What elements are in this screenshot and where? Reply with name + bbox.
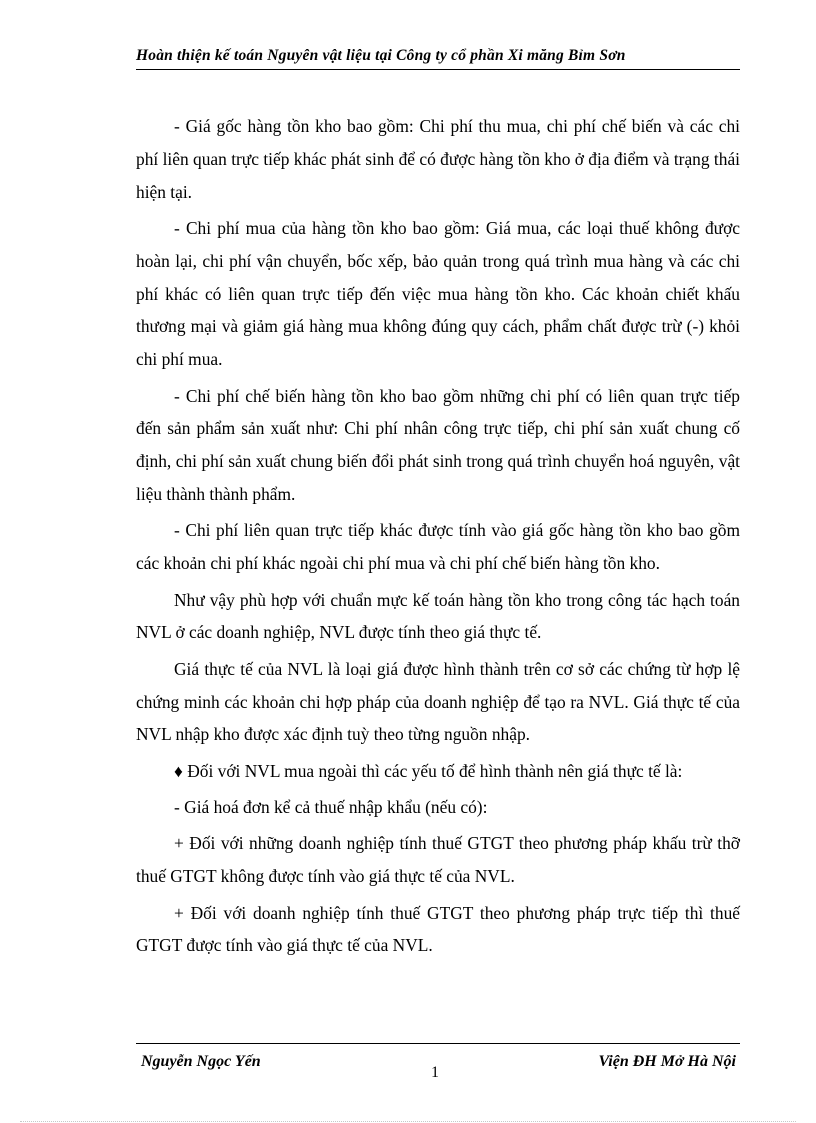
header-divider (136, 69, 740, 70)
document-body (136, 110, 740, 966)
paragraph-nvl-mua-ngoai: ♦ Đối với NVL mua ngoài thì các yếu tố để hình thành nên giá thực tế là: (174, 760, 683, 781)
paragraph-chi-phi-khac: - Chi phí liên quan trực tiếp khác được tính vào giá gốc hàng tồn kho bao gồm các khoản chi phí khác ngoài chi phí mua và chi phí chế biến hàng tồn kho. (136, 520, 740, 574)
paragraph-gia-thuc-te: Giá thực tế của NVL là loại giá được hình thành trên cơ sở các chứng từ hợp lệ chứng minh các khoản chi hợp pháp của doanh nghiệp để tạo ra NVL. Giá thực tế của NVL nhập kho được xác định tuỳ theo từng nguồn nhập. (136, 658, 740, 745)
page-number: 1 (431, 1064, 439, 1081)
page-bottom-edge (20, 1121, 796, 1122)
paragraph-gia-hoa-don: - Giá hoá đơn kể cả thuế nhập khẩu (nếu có): (174, 797, 488, 818)
paragraph-gia-goc: - Giá gốc hàng tồn kho bao gồm: Chi phí thu mua, chi phí chế biến và các chi phí liên quan trực tiếp khác phát sinh để có được hàng tồn kho ở địa điểm và trạng thái hiện tại. (136, 116, 740, 202)
footer-divider (136, 1043, 740, 1044)
paragraph-chi-phi-mua: - Chi phí mua của hàng tồn kho bao gồm: Giá mua, các loại thuế không được hoàn lại, chi phí vận chuyển, bốc xếp, bảo quản trong quá trình mua hàng và các chi phí khác có liên quan trực tiếp đến việc mua hàng tồn kho. Các khoản chiết khấu thương mại và giảm giá hàng mua không đúng quy cách, phẩm chất được trừ (-) khỏi chi phí mua. (136, 217, 740, 370)
paragraph-khau-tru: + Đối với những doanh nghiệp tính thuế GTGT theo phương pháp khấu trừ thỡ thuế GTGT không được tính vào giá thực tế của NVL. (136, 833, 740, 887)
page-header-title: Hoàn thiện kế toán Nguyên vật liệu tại Công ty cổ phần Xi măng Bỉm Sơn (136, 47, 626, 64)
paragraph-truc-tiep: + Đối với doanh nghiệp tính thuế GTGT theo phương pháp trực tiếp thì thuế GTGT được tính vào giá thực tế của NVL. (136, 902, 740, 956)
footer-author: Nguyễn Ngọc Yến (141, 1053, 261, 1070)
footer-institution: Viện ĐH Mở Hà Nội (598, 1053, 736, 1070)
paragraph-chi-phi-che-bien: - Chi phí chế biến hàng tồn kho bao gồm những chi phí có liên quan trực tiếp đến sản phẩm sản xuất như: Chi phí nhân công trực tiếp, chi phí sản xuất chung cố định, chi phí sản xuất chung biến đổi phát sinh trong quá trình chuyển hoá nguyên, vật liệu thành thành phẩm. (136, 385, 740, 504)
paragraph-nhu-vay: Như vậy phù hợp với chuẩn mực kế toán hàng tồn kho trong công tác hạch toán NVL ở các doanh nghiệp, NVL được tính theo giá thực tế. (136, 589, 740, 643)
